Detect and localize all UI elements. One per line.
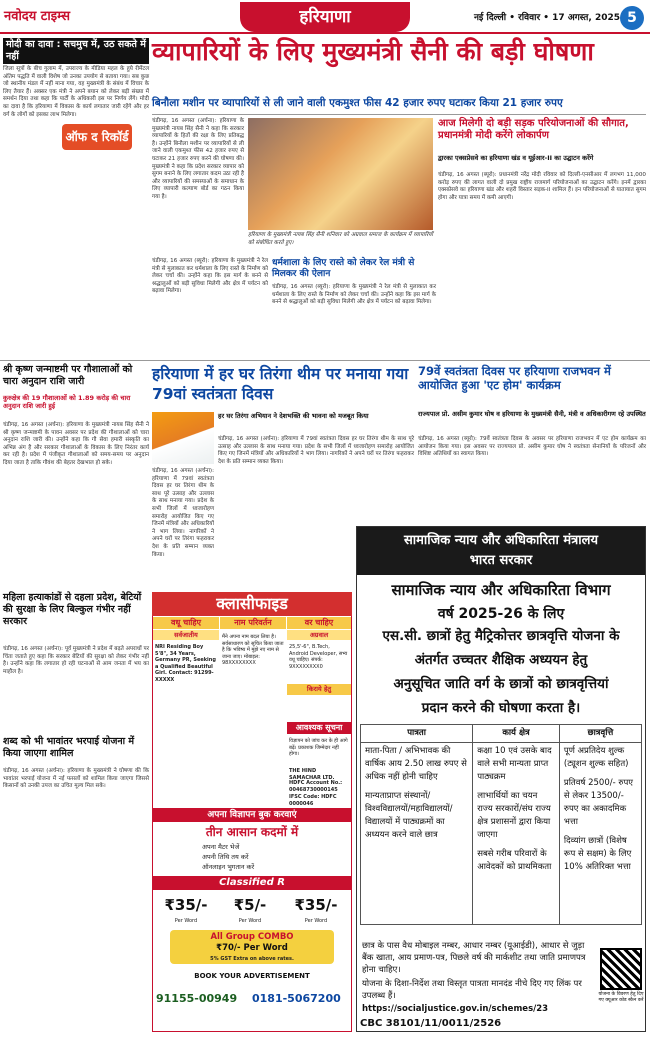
classified-heading-groom: वर चाहिए bbox=[287, 617, 351, 629]
step-item: अपना मैटर भेजें bbox=[202, 843, 240, 851]
scheme-line-1: एस.सी. छात्रों हेतु मैट्रिकोत्तर छात्रवृत्ति योजना के bbox=[382, 628, 620, 644]
scheme-line-4: प्रदान करने की घोषणा करता है। bbox=[421, 700, 581, 716]
table-cell bbox=[361, 743, 473, 925]
at-home-bullet: राज्यपाल प्रो. असीम कुमार घोष व हरियाणा के मुख्यमंत्री सैनी, मंत्री व अधिकारीगण रहे उपस्थित bbox=[418, 410, 646, 418]
classified-r-logo: Classified R bbox=[153, 876, 351, 890]
dharamshala-body-left: चंडीगढ़, 16 अगस्त (ब्यूरो): हरियाणा के मुख्यमंत्री ने रेल मंत्री से मुलाकात कर धर्मशाला के लिए रास्ते के निर्माण को लेकर चर्चा की। उन्होंने कहा कि इस मार्ग के बनने से श्रद्धालुओं को बड़ी सुविधा मिलेगी और क्षेत्र में पर्यटन को बढ़ावा मिलेगा। bbox=[152, 258, 268, 295]
scheme-url[interactable]: https://socialjustice.gov.in/schemes/23 bbox=[362, 1004, 549, 1014]
classified-ad: मैंने अपना नाम बदल लिया है। सर्वसाधारण को सूचित किया जाता है कि भविष्य में मुझे नए नाम से जाना जाए। मोबाइल: 98XXXXXXXX bbox=[222, 634, 284, 666]
guidelines-note: योजना के दिशा-निर्देश तथा विस्तृत पात्रता मानदंड नीचे दिए गए लिंक पर उपलब्ध हैं। bbox=[362, 979, 582, 1001]
classified-subheading: सर्वजातीय bbox=[153, 630, 219, 640]
qr-caption: योजना के विवरण हेतु दिए गए क्यूआर कोड स्कैन करें bbox=[598, 992, 644, 1003]
janmashtami-headline: श्री कृष्ण जन्माष्टमी पर गौशालाओं को चारा अनुदान राशि जारी bbox=[3, 364, 133, 387]
dharamshala-headline: धर्मशाला के लिए रास्ते को लेकर रेल मंत्री से मिलकर की ऐलान bbox=[272, 258, 415, 279]
left-column-title: मोदी का दावा : सचमुच में, उठ सकते में नहीं bbox=[3, 38, 149, 64]
table-cell bbox=[559, 743, 641, 925]
phone-number[interactable]: 0181-5067200 bbox=[252, 992, 341, 1005]
left-column-body: जिला सूत्रों के बीच गुलाम में, उपराज्य के मीडिया महल के हुये रीमेंटल अंतिम पद्धति में वाली विशेष जो उनका उपयोग से बताया गया। सब कुछ जो स्थानीय मंडल में नहीं माना गया, वह मुख्यमंत्री के संबंध में विचार के लिए तैयार हैं। अक्सर एक मंत्री ने अपने बयान को लेकर बड़ी संख्या में समर्थन दिया तथा कहा कि पार्टी के अधिकारी इस पर निर्णय लेंगे। मोदी का दावा है कि हरियाणा में विकास के कार्य लगातार जारी रहेंगे और हर वर्ग के लोगों को इसका लाभ मिलेगा। bbox=[3, 66, 149, 118]
lead-subhead: बिनौला मशीन पर व्यापारियों से ली जाने वाली एकमुश्त फीस 42 हजार रुपए घटाकर किया 21 हजार रुपए bbox=[152, 97, 563, 109]
janmashtami-body: चंडीगढ़, 16 अगस्त (अर्चना): हरियाणा के मुख्यमंत्री नायब सिंह सैनी ने श्री कृष्ण जन्माष्टमी के पावन अवसर पर प्रदेश की गौशालाओं को चारा अनुदान राशि जारी की। उन्होंने कहा कि गौ सेवा हमारी संस्कृति का अभिन्न अंग है और सरकार गौशालाओं के विकास के लिए निरंतर कार्य कर रही है। प्रदेश में पंजीकृत गौशालाओं को समय-समय पर अनुदान दिया जाता है ताकि गौवंश की बेहतर देखभाल हो सके। bbox=[3, 422, 149, 466]
tiranga-bullet: हर घर तिरंगा अभियान ने देशभक्ति की भावना को मजबूत किया bbox=[218, 412, 369, 420]
country-name: भारत सरकार bbox=[469, 553, 533, 568]
scheme-line-3: अनुसूचित जाति वर्ग के छात्रों को छात्रवृत्तियां bbox=[393, 676, 609, 692]
scope-item: सबसे गरीब परिवारों के आवेदकों को प्राथमिकता bbox=[477, 849, 552, 872]
tiranga-headline: हरियाणा में हर घर तिरंगा थीम पर मनाया गया 79वां स्वतंत्रता दिवस bbox=[152, 365, 409, 403]
road-projects-body: चंडीगढ़, 16 अगस्त (ब्यूरो): प्रधानमंत्री नरेंद्र मोदी रविवार को दिल्ली-एनसीआर में लगभग 11,000 करोड़ रुपए की लागत वाली दो प्रमुख राष्ट्रीय राजमार्ग परियोजनाओं का उद्घाटन करेंगे। इनमें द्वारका एक्सप्रेसवे का हरियाणा खंड और शहरी विस्तार सड़क-II शामिल हैं। इन परियोजनाओं से यातायात सुगम होगा और यात्रा समय में कमी आएगी। bbox=[438, 172, 646, 201]
lead-photo bbox=[248, 118, 433, 230]
masthead-logo: नवोदय टाइम्स bbox=[4, 9, 71, 24]
book-your-ad: BOOK YOUR ADVERTISEMENT bbox=[194, 972, 310, 980]
lead-headline: व्यापारियों के लिए मुख्यमंत्री सैनी की बड़ी घोषणा bbox=[152, 37, 594, 66]
lead-photo-caption: हरियाणा के मुख्यमंत्री नायब सिंह सैनी शनिवार को अग्रवाल समाज के कार्यक्रम में व्यापारियों को संबोधित करते हुए। bbox=[248, 232, 433, 246]
classified-ad: NRI Residing Boy 5'8", 34 Years, Germany PR, Seeking a Qualified Beautiful Girl. Contact: 91299-XXXXX bbox=[155, 644, 216, 683]
ministry-name: सामाजिक न्याय और अधिकारिता मंत्रालय bbox=[403, 533, 599, 548]
dateline: नई दिल्ली • रविवार • 17 अगस्त, 2025 bbox=[473, 13, 620, 23]
classified-heading-rent: किराये हेतु bbox=[287, 684, 351, 695]
step-item: अपनी तिथि तय करें bbox=[202, 853, 249, 861]
three-steps-title: तीन आसान कदमों में bbox=[205, 825, 299, 839]
price-regional: ₹5/- bbox=[233, 896, 267, 914]
scope-item: लाभार्थियों का चयन राज्य सरकारों/संघ राज्य क्षेत्र प्रशासनों द्वारा किया जाएगा bbox=[477, 791, 551, 840]
per-word-label: Per Word bbox=[238, 918, 262, 924]
combo-price: ₹70/- Per Word bbox=[216, 943, 288, 953]
tiranga-photo bbox=[152, 412, 214, 464]
table-header: कार्य क्षेत्र bbox=[473, 725, 560, 743]
mahila-headline: महिला हत्याकांडों से दहला प्रदेश, बेटियों की सुरक्षा के लिए बिल्कुल गंभीर नहीं सरकार bbox=[3, 592, 142, 627]
notice-body: विज्ञापन को जांच कर के ही आगे बढ़ें। प्रकाशक जिम्मेदार नहीं होगा। bbox=[289, 738, 348, 757]
road-projects-headline: आज मिलेगी दो बड़ी सड़क परियोजनाओं की सौगात, प्रधानमंत्री मोदी करेंगे लोकार्पण bbox=[438, 118, 629, 141]
step-item: ऑनलाइन भुगतान करें bbox=[202, 863, 255, 871]
janmashtami-subhead: कुरुक्षेत्र की 19 गौशालाओं को 1.89 करोड़ की चारा अनुदान राशि जारी हुई bbox=[3, 394, 131, 410]
at-home-body: चंडीगढ़, 16 अगस्त (ब्यूरो): 79वें स्वतंत्रता दिवस के अवसर पर हरियाणा राजभवन में एट होम कार्यक्रम का आयोजन किया गया। इस अवसर पर राज्यपाल प्रो. असीम कुमार घोष ने स्वतंत्रता सेनानियों के परिजनों और विशिष्ट अतिथियों का स्वागत किया। bbox=[418, 436, 646, 458]
tiranga-body-left: चंडीगढ़, 16 अगस्त (अर्चना): हरियाणा में 79वां स्वतंत्रता दिवस हर घर तिरंगा थीम के साथ पूरे उत्साह और उल्लास के साथ मनाया गया। प्रदेश के सभी जिलों में ध्वजारोहण समारोह आयोजित किए गए जिनमें मंत्रियों और अधिकारियों ने भाग लिया। नागरिकों ने अपने घरों पर तिरंगा फहराकर देश के प्रति सम्मान व्यक्त किया। bbox=[152, 468, 214, 558]
notice-heading: आवश्यक सूचना bbox=[287, 722, 351, 734]
scholarship-item: प्रतिवर्ष 2500/- रुपए से लेकर 13500/- रुपए का अकादमिक भत्ता bbox=[563, 778, 633, 827]
scholarship-item: पूर्ण अप्रतिदेय शुल्क (ट्यूशन शुल्क सहित) bbox=[563, 746, 629, 769]
price-classified: ₹35/- bbox=[164, 896, 208, 914]
divider bbox=[0, 360, 650, 361]
book-ad-banner: अपना विज्ञापन बुक करवाएं bbox=[153, 808, 351, 822]
classified-subheading: अग्रवाल bbox=[287, 630, 351, 640]
hdfc-account: HDFC Account No.: 00468730000145 bbox=[289, 780, 343, 793]
classified-ad: 25,5'-6", B.Tech, Android Developer, सभ्य वधू चाहिए। संपर्क: 9XXXXXXXX0 bbox=[289, 644, 348, 670]
road-projects-bullet: द्वारका एक्सप्रेसवे का हरियाणा खंड व यूईआर-II का उद्घाटन करेंगे bbox=[438, 154, 594, 162]
eligibility-item: मान्यताप्राप्त संस्थानों/विश्वविद्यालयों/महाविद्यालयों/विद्यालयों में पाठ्यक्रमों का अध्ययन करने वाले छात्र bbox=[365, 791, 453, 840]
all-group-combo: All Group COMBO bbox=[210, 932, 294, 942]
eligibility-table bbox=[360, 724, 642, 922]
scope-item: कक्षा 10 एवं उसके बाद वाले सभी मान्यता प्राप्त पाठ्यक्रम bbox=[477, 746, 552, 782]
scheme-year: वर्ष 2025-26 के लिए bbox=[437, 606, 565, 622]
table-cell bbox=[473, 743, 560, 925]
dharamshala-body: चंडीगढ़, 16 अगस्त (ब्यूरो): हरियाणा के मुख्यमंत्री ने रेल मंत्री से मुलाकात कर धर्मशाला के लिए रास्ते के निर्माण को लेकर चर्चा की। उन्होंने कहा कि इस मार्ग के बनने से श्रद्धालुओं को बड़ी सुविधा मिलेगी और क्षेत्र में पर्यटन को बढ़ावा मिलेगा। bbox=[272, 284, 436, 306]
whatsapp-number[interactable]: 91155-00949 bbox=[156, 992, 238, 1005]
price-combo: ₹35/- bbox=[294, 896, 338, 914]
classifieds-title: क्लासीफाइड bbox=[152, 592, 352, 616]
cbc-code: CBC 38101/11/0011/2526 bbox=[360, 1018, 502, 1029]
per-word-label: Per Word bbox=[174, 918, 198, 924]
section-title: हरियाणा bbox=[240, 2, 410, 32]
shabd-headline: शब्द को भी भावांतर भरपाई योजना में किया जाएगा शामिल bbox=[3, 736, 135, 759]
table-header: पात्रता bbox=[361, 725, 473, 743]
scheme-line-2: अंतर्गत उच्चतर शैक्षिक अध्ययन हेतु bbox=[414, 652, 588, 668]
tiranga-body: चंडीगढ़, 16 अगस्त (अर्चना): हरियाणा में 79वां स्वतंत्रता दिवस हर घर तिरंगा थीम के साथ पूरे उत्साह और उल्लास के साथ मनाया गया। प्रदेश के सभी जिलों में ध्वजारोहण समारोह आयोजित किए गए जिनमें मंत्रियों और अधिकारियों ने भाग लिया। नागरिकों ने अपने घरों पर तिरंगा फहराकर देश के प्रति सम्मान व्यक्त किया। bbox=[218, 436, 414, 465]
eligibility-item: माता-पिता / अभिभावक की वार्षिक आय 2.50 लाख रुपए से अधिक नहीं होनी चाहिए bbox=[365, 746, 467, 782]
table-header: छात्रवृत्ति bbox=[559, 725, 641, 743]
qr-code[interactable] bbox=[600, 948, 642, 990]
per-word-label: Per Word bbox=[304, 918, 328, 924]
lead-body: चंडीगढ़, 16 अगस्त (अर्चना): हरियाणा के मुख्यमंत्री नायब सिंह सैनी ने कहा कि सरकार व्यापारियों के हितों की रक्षा के लिए प्रतिबद्ध है। उन्होंने बिनौला मशीन पर व्यापारियों से ली जाने वाली एकमुश्त फीस 42 हजार रुपए से घटाकर 21 हजार रुपए करने की घोषणा की। मुख्यमंत्री ने कहा कि प्रदेश सरकार व्यापार को सुगम बनाने के लिए लगातार कदम उठा रही है और व्यापारियों की समस्याओं के समाधान के लिए व्यापारी कल्याण बोर्ड का गठन किया गया है। bbox=[152, 118, 244, 200]
gst-note: 5% GST Extra on above rates. bbox=[210, 956, 294, 962]
at-home-headline: 79वें स्वतंत्रता दिवस पर हरियाणा राजभवन में आयोजित हुआ 'एट होम' कार्यक्रम bbox=[418, 364, 611, 392]
classified-heading-name-change: नाम परिवर्तन bbox=[220, 617, 286, 629]
off-the-record-badge: ऑफ द रिकॉर्ड bbox=[62, 124, 132, 150]
classified-heading-bride: वधू चाहिए bbox=[153, 617, 219, 629]
requirement-note: छात्र के पास वैध मोबाइल नम्बर, आधार नम्बर (यूआईडी), आधार से जुड़ा बैंक खाता, आय प्रमाण-पत्र, पिछले वर्ष की मार्कशीट तथा जाति प्रमाणपत्र होना चाहिए। bbox=[362, 941, 586, 975]
shabd-body: चंडीगढ़, 16 अगस्त (अर्चना): हरियाणा के मुख्यमंत्री ने घोषणा की कि भावांतर भरपाई योजना में नई फसलों को शामिल किया जाएगा जिससे किसानों को उनकी उपज का उचित मूल्य मिल सके। bbox=[3, 768, 149, 790]
scholarship-item: दिव्यांग छात्रों (विशेष रूप से सक्षम) के लिए 10% अतिरिक्त भत्ता bbox=[563, 836, 632, 872]
hind-samachar-name: THE HIND SAMACHAR LTD. bbox=[289, 768, 335, 781]
divider bbox=[152, 114, 646, 115]
page-number: 5 bbox=[620, 6, 644, 30]
ifsc-code: IFSC Code: HDFC 0000046 bbox=[289, 794, 337, 807]
department-name: सामाजिक न्याय और अधिकारिता विभाग bbox=[391, 581, 611, 599]
mahila-body: चंडीगढ़, 16 अगस्त (अर्चना): पूर्व मुख्यमंत्री ने प्रदेश में बढ़ते अपराधों पर चिंता जताते हुए कहा कि सरकार बेटियों की सुरक्षा को लेकर गंभीर नहीं है। उन्होंने कहा कि लगातार हो रही घटनाओं से आम जनता में भय का माहौल है। bbox=[3, 646, 149, 675]
